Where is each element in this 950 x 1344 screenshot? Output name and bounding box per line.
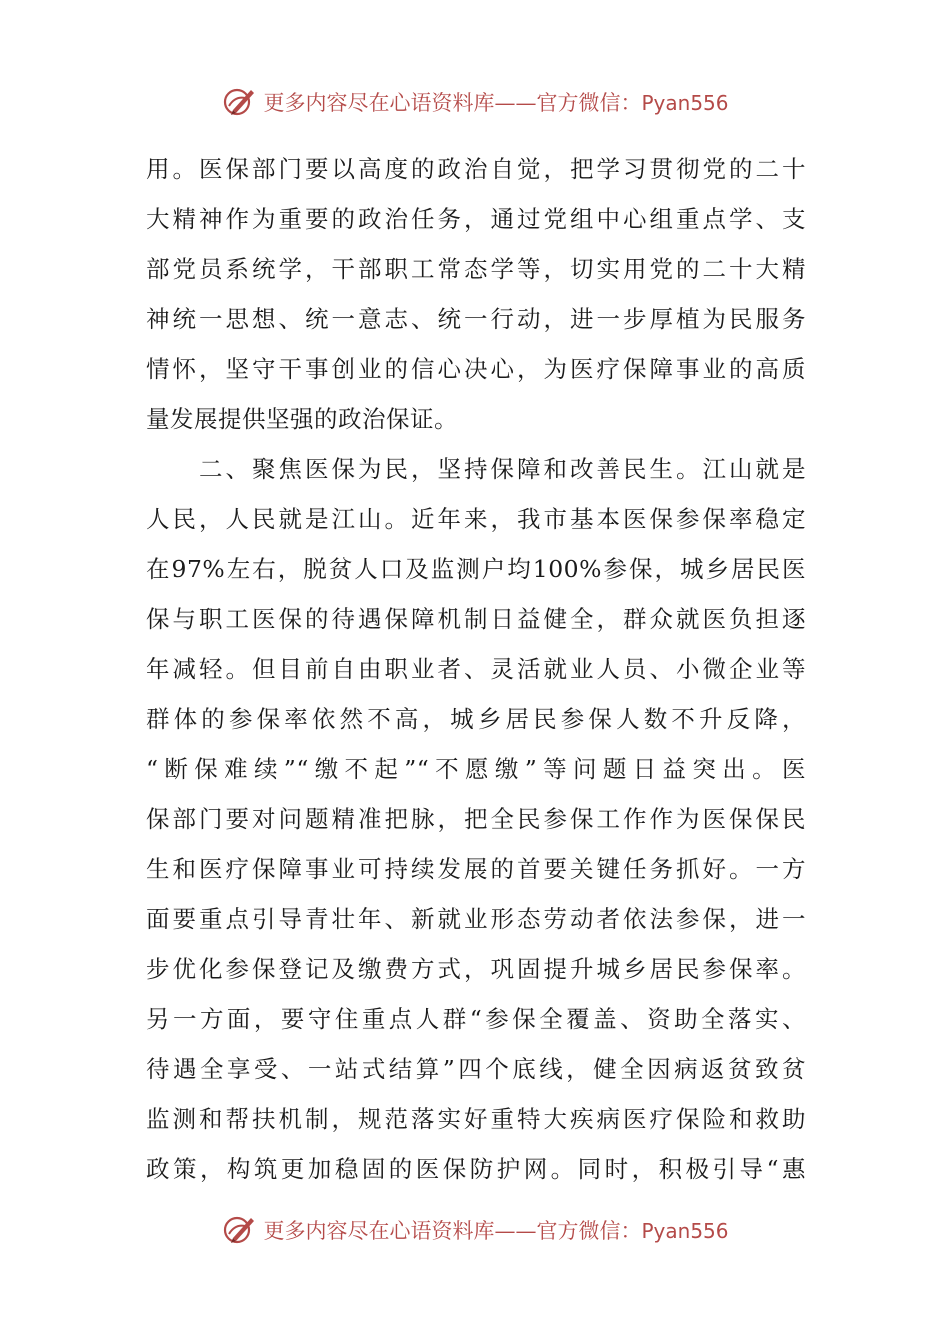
banner-text: 更多内容尽在心语资料库——官方微信：Pyan556 (263, 91, 729, 115)
banner-text: 更多内容尽在心语资料库——官方微信：Pyan556 (263, 1219, 729, 1243)
text-line: 监测和帮扶机制，规范落实好重特大疾病医疗保险和救助 (146, 1105, 806, 1133)
pen-logo-icon (221, 1212, 257, 1248)
pen-logo-icon (221, 84, 257, 120)
text-line: 大精神作为重要的政治任务，通过党组中心组重点学、支 (146, 205, 806, 233)
text-line: 面要重点引导青壮年、新就业形态劳动者依法参保，进一 (146, 905, 806, 933)
header-watermark-banner (0, 80, 950, 124)
text-line: 保部门要对问题精准把脉，把全民参保工作作为医保保民 (146, 805, 806, 833)
text-line: 另一方面，要守住重点人群“参保全覆盖、资助全落实、 (146, 1005, 806, 1033)
text-line: 量发展提供坚强的政治保证。 (146, 405, 458, 433)
text-line: 政策，构筑更加稳固的医保防护网。同时，积极引导“惠 (146, 1155, 806, 1183)
text-line: 情怀，坚守干事创业的信心决心，为医疗保障事业的高质 (146, 355, 806, 383)
text-line: 群体的参保率依然不高，城乡居民参保人数不升反降， (146, 705, 806, 733)
text-line: 二、聚焦医保为民，坚持保障和改善民生。江山就是 (146, 455, 806, 483)
document-body (146, 144, 806, 1194)
text-line: 待遇全享受、一站式结算”四个底线，健全因病返贫致贫 (146, 1055, 806, 1083)
text-line: 生和医疗保障事业可持续发展的首要关键任务抓好。一方 (146, 855, 806, 883)
text-line: 保与职工医保的待遇保障机制日益健全，群众就医负担逐 (146, 605, 806, 633)
text-line: 部党员系统学，干部职工常态学等，切实用党的二十大精 (146, 255, 806, 283)
text-line: 步优化参保登记及缴费方式，巩固提升城乡居民参保率。 (146, 955, 806, 983)
text-line: 年减轻。但目前自由职业者、灵活就业人员、小微企业等 (146, 655, 806, 683)
text-line: 在97%左右，脱贫人口及监测户均100%参保，城乡居民医 (146, 555, 806, 583)
text-line: 用。医保部门要以高度的政治自觉，把学习贯彻党的二十 (146, 155, 806, 183)
footer-watermark-banner (0, 1208, 950, 1252)
text-line: “断保难续”“缴不起”“不愿缴”等问题日益突出。医 (146, 755, 806, 783)
text-line: 神统一思想、统一意志、统一行动，进一步厚植为民服务 (146, 305, 806, 333)
text-line: 人民，人民就是江山。近年来，我市基本医保参保率稳定 (146, 505, 806, 533)
